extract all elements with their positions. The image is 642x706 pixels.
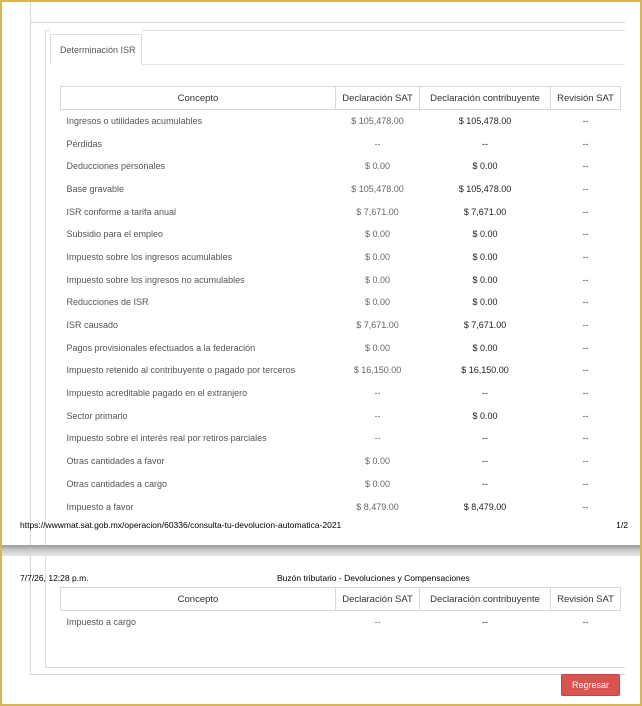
table-row	[61, 404, 621, 427]
header-declaracion-sat: Declaración SAT	[336, 87, 420, 110]
cell-declaracion-contribuyente: $ 0.00	[472, 410, 498, 421]
cell-declaracion-sat: $ 0.00	[364, 342, 391, 353]
table-body	[61, 110, 621, 518]
outer-border	[30, 674, 625, 675]
table-row	[61, 473, 621, 496]
cell-declaracion-contribuyente: --	[482, 478, 488, 489]
cell-declaracion-contribuyente: $ 0.00	[472, 342, 498, 353]
cell-revision-sat: --	[582, 138, 589, 149]
cell-declaracion-sat: --	[374, 388, 381, 399]
header-concepto: Concepto	[61, 588, 336, 611]
cell-revision-sat: --	[582, 433, 589, 444]
cell-concepto: Pérdidas	[66, 138, 103, 149]
cell-revision-sat: --	[582, 365, 589, 376]
tab-divider	[142, 30, 625, 31]
cell-declaracion-contribuyente: $ 0.00	[472, 229, 498, 240]
table-row	[61, 132, 621, 155]
print-datetime: 7/7/26, 12:28 p.m.	[20, 573, 89, 583]
header-concepto: Concepto	[61, 87, 336, 110]
table-row	[61, 450, 621, 473]
table-row	[61, 155, 621, 178]
cell-declaracion-contribuyente: $ 0.00	[472, 274, 498, 285]
cell-revision-sat: --	[582, 229, 589, 240]
table-row	[61, 110, 621, 133]
cell-declaracion-contribuyente: $ 105,478.00	[458, 183, 512, 194]
cell-concepto: Impuesto acreditable pagado en el extranjero	[66, 388, 248, 399]
print-page-number: 1/2	[616, 520, 628, 530]
cell-declaracion-sat: $ 0.00	[364, 297, 391, 308]
table-row	[61, 336, 621, 359]
cell-declaracion-sat: $ 0.00	[364, 456, 391, 467]
cell-declaracion-contribuyente: --	[482, 388, 488, 399]
header-declaracion-contribuyente: Declaración contribuyente	[420, 588, 551, 611]
cell-declaracion-sat: $ 7,671.00	[356, 320, 399, 331]
table-row	[61, 359, 621, 382]
cell-revision-sat: --	[582, 410, 589, 421]
print-url: https://wwwmat.sat.gob.mx/operacion/60336/consulta-tu-devolucion-automatica-2021	[20, 520, 342, 530]
cell-concepto: ISR conforme a tarifa anual	[66, 206, 177, 217]
cell-declaracion-sat: $ 105,478.00	[351, 116, 404, 127]
cell-concepto: Otras cantidades a cargo	[66, 478, 168, 489]
tab-divider	[142, 64, 625, 65]
cell-concepto: Deducciones personales	[66, 161, 166, 172]
cell-concepto: Ingresos o utilidades acumulables	[66, 116, 203, 127]
cell-concepto: Base gravable	[66, 183, 125, 194]
table-row	[61, 314, 621, 337]
cell-declaracion-sat: --	[374, 138, 381, 149]
cell-declaracion-sat: $ 7,671.00	[356, 206, 399, 217]
cell-declaracion-contribuyente: --	[482, 617, 488, 628]
cell-concepto: Impuesto a favor	[66, 501, 134, 512]
cell-declaracion-contribuyente: $ 8,479.00	[463, 501, 507, 512]
cell-concepto: Pagos provisionales efectuados a la federación	[66, 342, 256, 353]
cell-concepto: Impuesto a cargo	[66, 617, 137, 628]
cell-declaracion-sat: --	[374, 410, 381, 421]
cell-concepto: Impuesto sobre los ingresos no acumulables	[66, 274, 245, 285]
header-revision-sat: Revisión SAT	[551, 87, 621, 110]
cell-revision-sat: --	[582, 274, 589, 285]
tab-determinacion-isr[interactable]	[50, 34, 142, 64]
print-doc-title: Buzón tributario - Devoluciones y Compensaciones	[277, 573, 470, 583]
tab-label: Determinación ISR	[60, 45, 136, 55]
cell-concepto: Impuesto sobre el interés real por retiros parciales	[66, 433, 267, 444]
cell-revision-sat: --	[582, 478, 589, 489]
cell-declaracion-contribuyente: $ 7,671.00	[463, 320, 507, 331]
cell-declaracion-contribuyente: --	[482, 433, 488, 444]
outer-border	[30, 22, 31, 545]
header-declaracion-contribuyente: Declaración contribuyente	[420, 87, 551, 110]
cell-revision-sat: --	[582, 116, 589, 127]
table-row	[61, 382, 621, 405]
outer-border	[30, 0, 31, 22]
cell-revision-sat: --	[582, 161, 589, 172]
cell-declaracion-sat: $ 0.00	[364, 251, 391, 262]
panel-border	[45, 667, 625, 668]
table-row	[61, 246, 621, 269]
cell-declaracion-sat: $ 8,479.00	[356, 501, 399, 512]
cell-declaracion-sat: $ 0.00	[364, 229, 391, 240]
cell-concepto: Subsidio para el empleo	[66, 229, 164, 240]
cell-revision-sat: --	[582, 297, 589, 308]
cell-revision-sat: --	[582, 617, 589, 628]
cell-revision-sat: --	[582, 342, 589, 353]
header-declaracion-sat: Declaración SAT	[336, 588, 420, 611]
regresar-button[interactable]: Regresar	[561, 674, 620, 696]
cell-declaracion-contribuyente: --	[482, 138, 488, 149]
table-row	[61, 200, 621, 223]
cell-concepto: Impuesto retenido al contribuyente o pagado por terceros	[66, 365, 296, 376]
cell-declaracion-sat: --	[374, 433, 381, 444]
cell-declaracion-sat: $ 0.00	[364, 478, 391, 489]
cell-revision-sat: --	[582, 456, 589, 467]
cell-concepto: Sector primario	[66, 410, 128, 421]
cell-declaracion-sat: $ 0.00	[364, 274, 391, 285]
header-revision-sat: Revisión SAT	[551, 588, 621, 611]
table-body	[61, 611, 621, 634]
cell-declaracion-sat: $ 0.00	[364, 161, 391, 172]
panel-border	[45, 30, 46, 545]
cell-declaracion-contribuyente: $ 7,671.00	[463, 206, 507, 217]
page-separator	[0, 545, 642, 556]
table-row	[61, 268, 621, 291]
outer-border	[30, 22, 625, 23]
isr-table-continued	[60, 587, 621, 633]
table-row	[61, 427, 621, 450]
cell-concepto: Otras cantidades a favor	[66, 456, 165, 467]
table-row	[61, 178, 621, 201]
table-header-row	[61, 87, 621, 110]
cell-revision-sat: --	[582, 501, 589, 512]
cell-declaracion-sat: $ 105,478.00	[351, 183, 404, 194]
cell-declaracion-sat: --	[374, 617, 381, 628]
cell-concepto: Impuesto sobre los ingresos acumulables	[66, 251, 233, 262]
cell-declaracion-contribuyente: $ 0.00	[472, 297, 498, 308]
cell-concepto: Reducciones de ISR	[66, 297, 149, 308]
cell-revision-sat: --	[582, 388, 589, 399]
cell-declaracion-contribuyente: $ 0.00	[472, 161, 498, 172]
table-row	[61, 223, 621, 246]
cell-declaracion-contribuyente: $ 16,150.00	[461, 365, 509, 376]
cell-declaracion-contribuyente: $ 0.00	[472, 251, 498, 262]
cell-revision-sat: --	[582, 251, 589, 262]
cell-declaracion-contribuyente: --	[482, 456, 488, 467]
table-row	[61, 495, 621, 518]
cell-revision-sat: --	[582, 206, 589, 217]
isr-table	[60, 86, 621, 518]
cell-concepto: ISR causado	[66, 320, 119, 331]
tab-divider	[45, 30, 50, 31]
table-header-row	[61, 588, 621, 611]
table-row	[61, 291, 621, 314]
cell-declaracion-sat: $ 16,150.00	[353, 365, 402, 376]
cell-revision-sat: --	[582, 320, 589, 331]
cell-revision-sat: --	[582, 183, 589, 194]
table-row	[61, 611, 621, 634]
cell-declaracion-contribuyente: $ 105,478.00	[458, 116, 512, 127]
